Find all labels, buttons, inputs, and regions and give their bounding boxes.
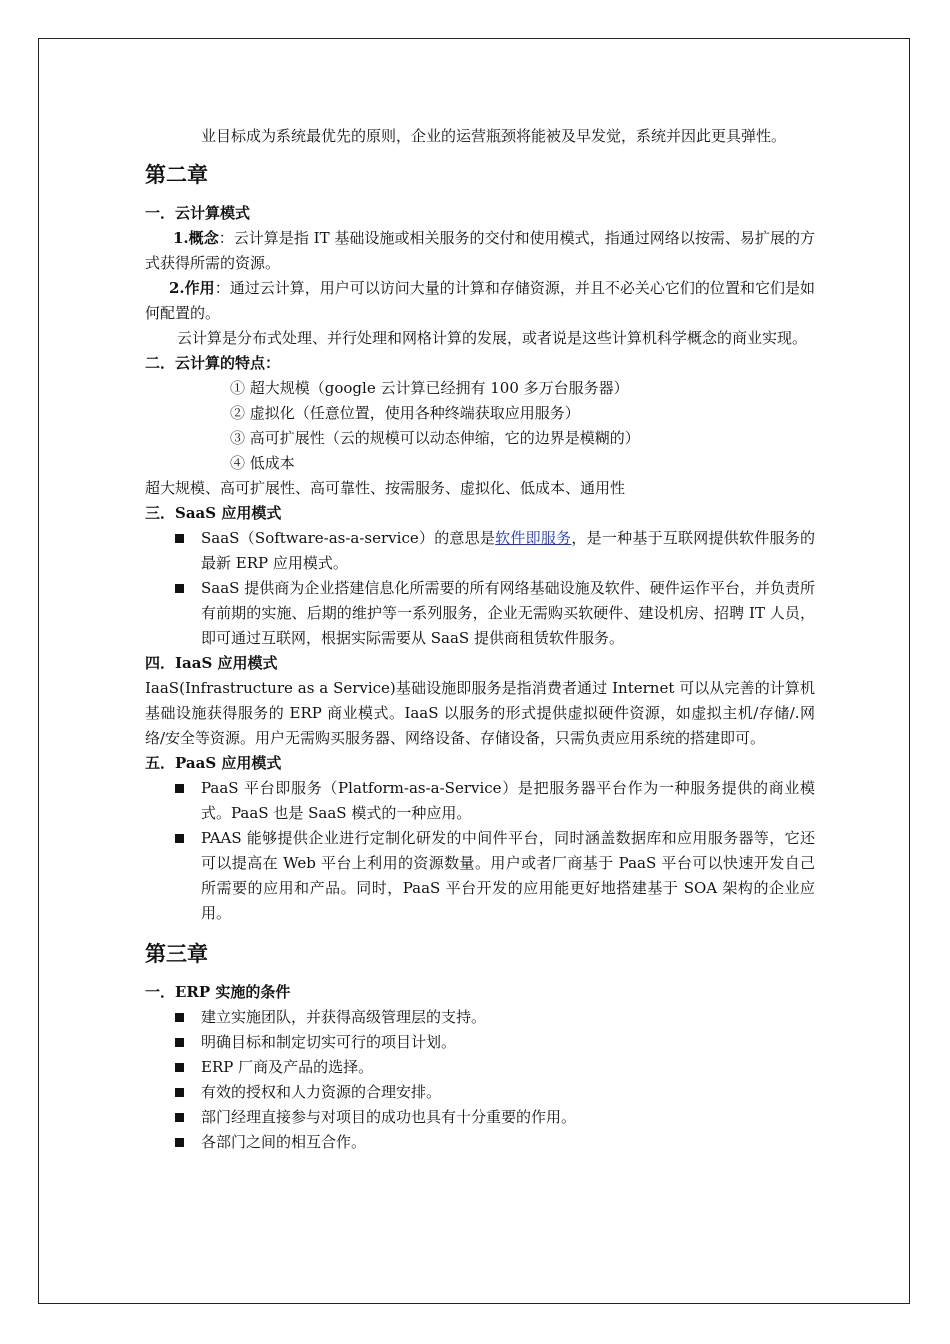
bullet-square-icon	[175, 1038, 184, 1047]
role-text: ：通过云计算，用户可以访问大量的计算和存储资源，并且不必关心它们的位置和它们是如何配置的。	[145, 279, 815, 322]
bullet-square-icon	[175, 834, 184, 843]
list-item-text: ERP 厂商及产品的选择。	[201, 1058, 374, 1076]
bullet-square-icon	[175, 784, 184, 793]
intro-continuation: 业目标成为系统最优先的原则，企业的运营瓶颈将能被及早发觉，系统并因此更具弹性。	[201, 127, 787, 145]
list-item: ④ 低成本	[230, 454, 295, 472]
chapter3-title: 第三章	[145, 941, 208, 966]
list-item	[145, 1105, 815, 1130]
list-item	[145, 826, 815, 926]
bullet-square-icon	[175, 1063, 184, 1072]
saas-b1-post: ，是一种基于互联网提供软件服务的最新 ERP 应用模式。	[201, 529, 815, 572]
bullet-square-icon	[175, 1113, 184, 1122]
chapter2-title: 第二章	[145, 162, 208, 187]
list-item-text: 各部门之间的相互合作。	[201, 1133, 367, 1151]
section-cloud-mode-heading: 一．云计算模式	[145, 204, 251, 222]
saas-b2: SaaS 提供商为企业搭建信息化所需要的所有网络基础设施及软件、硬件运作平台，并负责所有前期的实施、后期的维护等一系列服务，企业无需购买软硬件、建设机房、招聘 IT 人员，即可通过互联网，根据实际需要从 SaaS 提供商租赁软件服务。	[201, 579, 815, 647]
list-item	[145, 526, 815, 576]
section-iaas-heading: 四．IaaS 应用模式	[145, 654, 278, 672]
list-item	[145, 1055, 815, 1080]
bullet-square-icon	[175, 534, 184, 543]
list-item	[145, 1080, 815, 1105]
list-item-text: 有效的授权和人力资源的合理安排。	[201, 1083, 442, 1101]
section-cloud-features-heading: 二．云计算的特点：	[145, 354, 281, 372]
concept-label: 1.概念	[173, 229, 219, 247]
paas-b1: PaaS 平台即服务（Platform-as-a-Service）是把服务器平台作为一种服务提供的商业模式。PaaS 也是 SaaS 模式的一种应用。	[201, 779, 815, 822]
list-item	[145, 576, 815, 651]
document-body	[145, 124, 815, 1155]
section-paas-heading: 五．PaaS 应用模式	[145, 754, 282, 772]
bullet-square-icon	[175, 1138, 184, 1147]
saas-b1-pre: SaaS（Software-as-a-service）的意思是	[201, 529, 496, 547]
concept-text: ：云计算是指 IT 基础设施或相关服务的交付和使用模式，指通过网络以按需、易扩展的方式获得所需的资源。	[145, 229, 815, 272]
iaas-paragraph: IaaS(Infrastructure as a Service)基础设施即服务是指消费者通过 Internet 可以从完善的计算机基础设施获得服务的 ERP 商业模式。IaaS 以服务的形式提供虚拟硬件资源，如虚拟主机/存储/.网络/安全等资源。用户无需购买服务器、网络设备、存储设备，只需负责应用系统的搭建即可。	[145, 679, 815, 747]
bullet-square-icon	[175, 1088, 184, 1097]
features-summary: 超大规模、高可扩展性、高可靠性、按需服务、虚拟化、低成本、通用性	[145, 479, 626, 497]
section-saas-heading: 三．SaaS 应用模式	[145, 504, 282, 522]
list-item-text: 明确目标和制定切实可行的项目计划。	[201, 1033, 457, 1051]
paas-b2: PAAS 能够提供企业进行定制化研发的中间件平台，同时涵盖数据库和应用服务器等，它还可以提高在 Web 平台上利用的资源数量。用户或者厂商基于 PaaS 平台可以快速开发自己所需要的应用和产品。同时，PaaS 平台开发的应用能更好地搭建基于 SOA 架构的企业应用。	[201, 829, 815, 922]
role-paragraph	[145, 276, 815, 326]
role-label: 2.作用	[169, 279, 215, 297]
bullet-square-icon	[175, 584, 184, 593]
cloud-summary: 云计算是分布式处理、并行处理和网格计算的发展，或者说是这些计算机科学概念的商业实现。	[177, 329, 808, 347]
list-item-text: 部门经理直接参与对项目的成功也具有十分重要的作用。	[201, 1108, 577, 1126]
list-item: ③ 高可扩展性（云的规模可以动态伸缩，它的边界是模糊的）	[230, 429, 640, 447]
concept-paragraph	[145, 226, 815, 276]
section-erp-conditions-heading: 一．ERP 实施的条件	[145, 983, 291, 1001]
list-item	[145, 1030, 815, 1055]
feature-list	[145, 376, 815, 476]
software-as-service-link[interactable]: 软件即服务	[495, 529, 572, 547]
list-item	[145, 1130, 815, 1155]
list-item: ① 超大规模（google 云计算已经拥有 100 多万台服务器）	[230, 379, 629, 397]
list-item: ② 虚拟化（任意位置，使用各种终端获取应用服务）	[230, 404, 580, 422]
list-item	[145, 1005, 815, 1030]
list-item-text: 建立实施团队，并获得高级管理层的支持。	[201, 1008, 487, 1026]
list-item	[145, 776, 815, 826]
bullet-square-icon	[175, 1013, 184, 1022]
